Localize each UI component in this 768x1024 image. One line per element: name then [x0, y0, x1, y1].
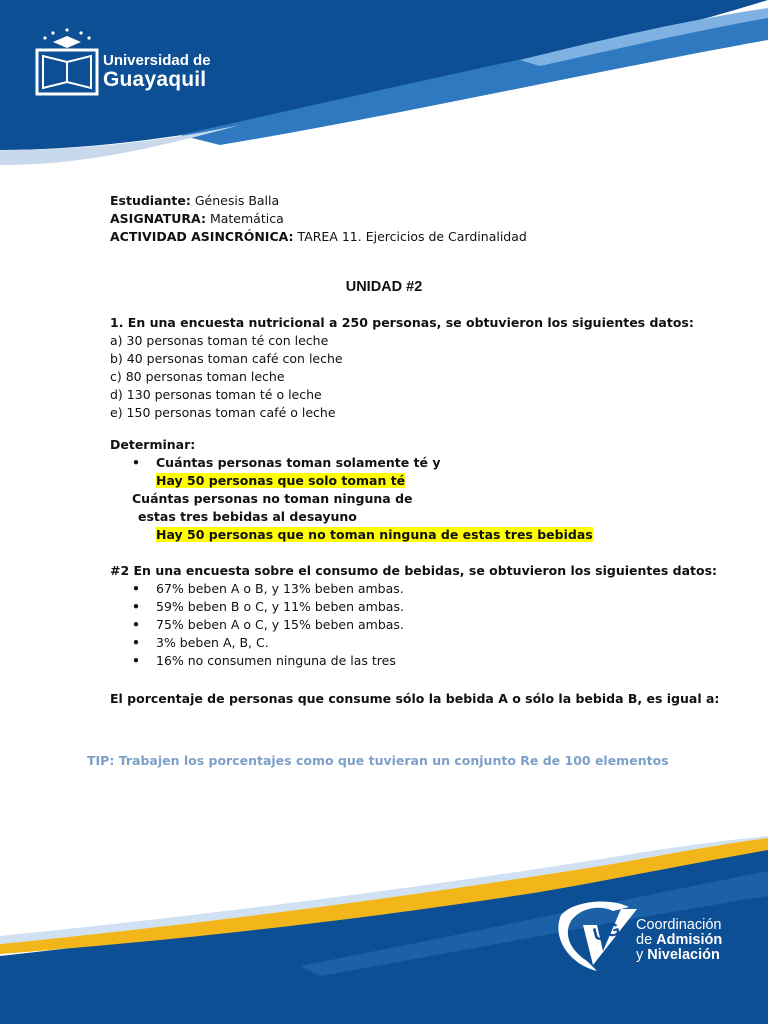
determine-section: [110, 436, 593, 544]
question-2-line1: Cuántas personas no toman ninguna de: [132, 491, 413, 506]
footer-line-3-bold: Nivelación: [647, 947, 720, 963]
problem-1-statement: 1. En una encuesta nutricional a 250 personas, se obtuvieron los siguientes datos:: [110, 315, 694, 330]
tip-text: TIP: Trabajen los porcentajes como que tuvieran un conjunto Re de 100 elementos: [87, 753, 669, 768]
footer-line-3-prefix: y: [636, 947, 648, 963]
student-value: Génesis Balla: [194, 193, 280, 208]
footer-line-2: [636, 933, 722, 948]
problem-2-question: El porcentaje de personas que consume sólo la bebida A o sólo la bebida B, es igual a:: [110, 691, 720, 706]
list-item: c) 80 personas toman leche: [110, 369, 285, 384]
university-name-line2: Guayaquil: [103, 68, 207, 91]
activity-row: [110, 228, 527, 246]
determine-label: Determinar:: [110, 437, 196, 452]
list-item: d) 130 personas toman té o leche: [110, 387, 322, 402]
student-row: [110, 192, 527, 210]
problem-2-statement: #2 En una encuesta sobre el consumo de bebidas, se obtuvieron los siguientes datos:: [110, 563, 718, 578]
activity-value: TAREA 11. Ejercicios de Cardinalidad: [297, 229, 527, 244]
list-item: • 3% beben A, B, C.: [110, 634, 717, 652]
activity-label: ACTIVIDAD ASINCRÓNICA:: [110, 229, 294, 244]
question-1: • Cuántas personas toman solamente té y: [110, 454, 593, 472]
svg-text:UG: UG: [590, 918, 623, 945]
list-item: • 59% beben B o C, y 11% beben ambas.: [110, 598, 717, 616]
list-item: • 16% no consumen ninguna de las tres: [110, 652, 717, 670]
footer-line-2-prefix: de: [636, 932, 657, 948]
list-item: • 67% beben A o B, y 13% beben ambas.: [110, 580, 717, 598]
subject-row: [110, 210, 527, 228]
problem-2: [110, 562, 717, 670]
student-label: Estudiante:: [110, 193, 191, 208]
coordinacion-logo-icon: [553, 895, 643, 975]
unit-title: UNIDAD #2: [345, 279, 423, 295]
answer-2-highlight: Hay 50 personas que no toman ninguna de estas tres bebidas: [156, 527, 593, 542]
problem-1: [110, 314, 694, 422]
subject-label: ASIGNATURA:: [110, 211, 206, 226]
answer-2-row: [110, 526, 593, 544]
footer-line-3: [636, 948, 720, 963]
university-name-line1: Universidad de: [103, 52, 211, 69]
answer-1-row: [110, 472, 593, 490]
list-item: a) 30 personas toman té con leche: [110, 333, 329, 348]
student-info: [110, 192, 527, 246]
answer-1-highlight: Hay 50 personas que solo toman té: [156, 473, 406, 488]
list-item: • 75% beben A o C, y 15% beben ambas.: [110, 616, 717, 634]
subject-value: Matemática: [209, 211, 284, 226]
list-item: b) 40 personas toman café con leche: [110, 351, 343, 366]
list-item: e) 150 personas toman café o leche: [110, 405, 336, 420]
footer-line-1: Coordinación: [636, 917, 722, 933]
question-2-line2: estas tres bebidas al desayuno: [138, 509, 357, 524]
footer-line-2-bold: Admisión: [656, 932, 723, 948]
